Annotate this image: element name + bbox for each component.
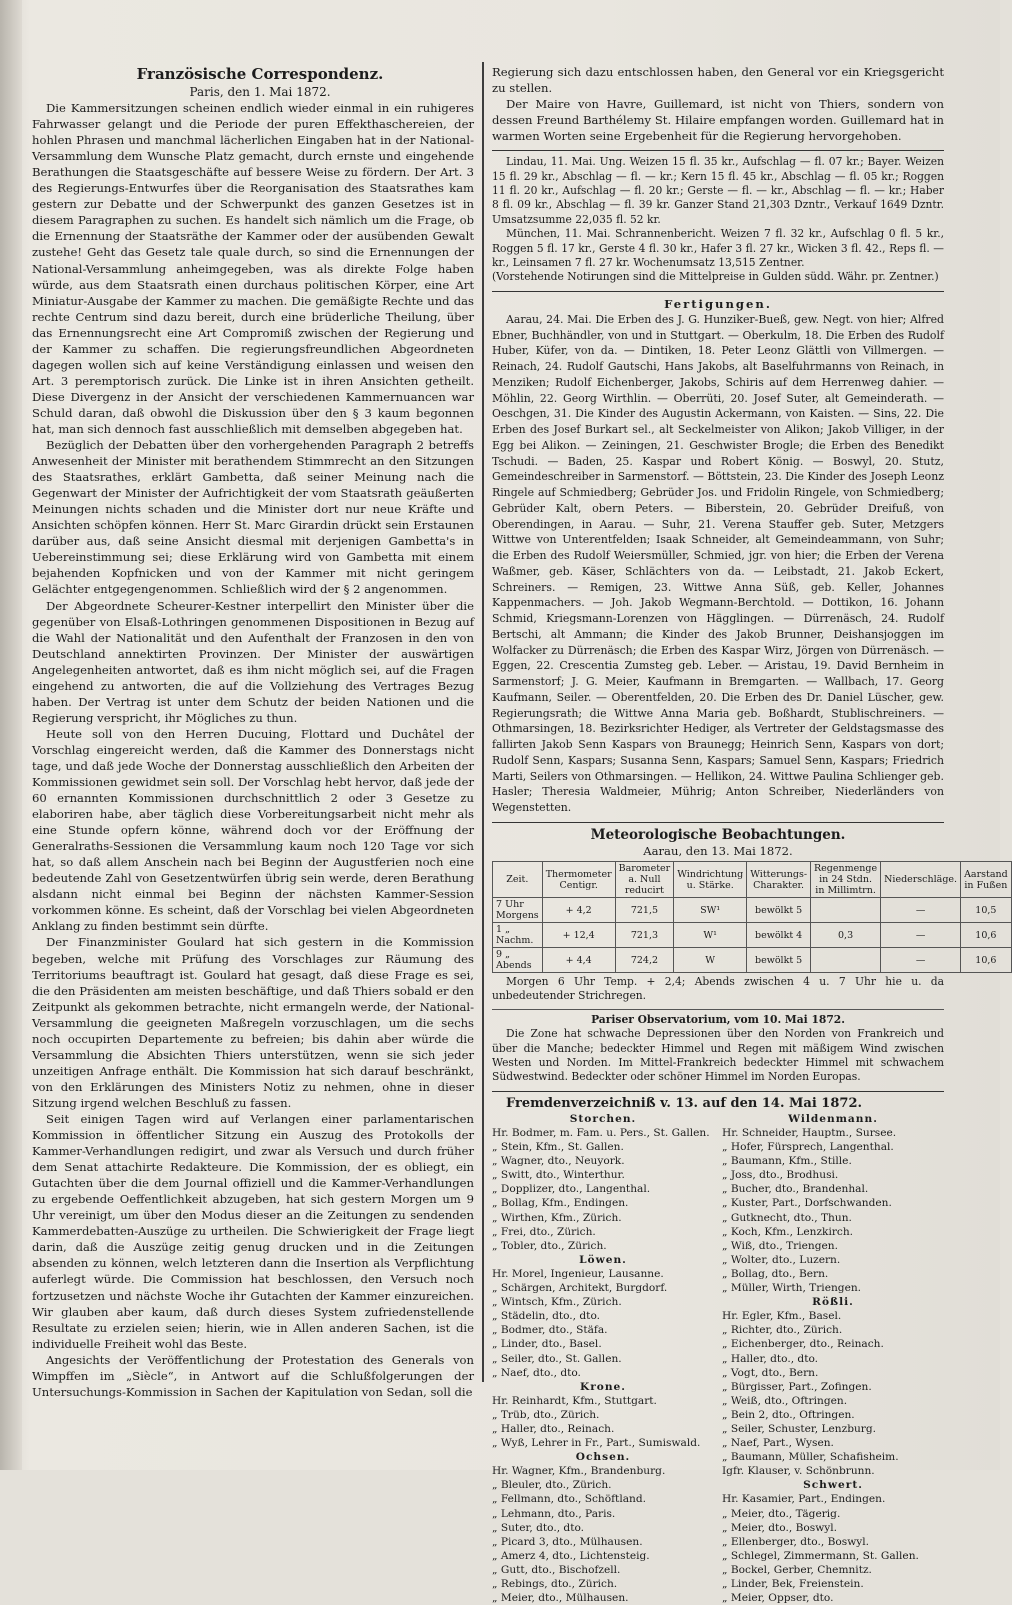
guest-list-right [722,1112,944,1605]
cell-baro: 721,5 [615,898,674,923]
guest-entry: „ Frei, dto., Zürich. [492,1225,596,1238]
section-divider [492,822,944,823]
guest-entry: „ Eichenberger, dto., Reinach. [722,1338,884,1351]
table-row [493,898,1012,923]
fertigungen-title: Fertigungen. [664,296,772,311]
hotel-name: Rößli. [812,1296,854,1309]
cell-weather: bewölkt 5 [747,898,811,923]
guest-entry: „ Linder, dto., Basel. [492,1338,602,1351]
guest-entry: „ Schärgen, Architekt, Burgdorf. [492,1282,668,1295]
left-column [32,64,474,1400]
article-continuation: Regierung sich dazu entschlossen haben, den General vor ein Kriegsgericht zu stellen. [492,65,944,96]
cell-wind: W [674,948,747,973]
guest-entry: „ Haller, dto., dto. [722,1352,819,1365]
cell-thermo: + 12,4 [542,923,615,948]
cell-time: 1 „ Nachm. [493,923,543,948]
weather-table [492,861,1012,973]
cell-thermo: + 4,2 [542,898,615,923]
cell-thermo: + 4,4 [542,948,615,973]
col-header: Thermometer Centigr. [542,862,615,898]
article-paragraph: Bezüglich der Debatten über den vorhergehenden Paragraph 2 betreffs Anwesenheit der Minister mit berathendem Stimmrecht an den Sitzungen des Staatsrathes, erklärt Gambetta, daß seiner Meinung nach die Gegenwart der Minister der Aufrichtigkeit der vom Staatsrath geäußerten Meinungen nichts schaden und die Minister dort nur neue Kräfte und Ansichten schöpfen können. Herr St. Marc Girardin drückt sein Erstaunen darüber aus, daß seine Ansicht diesmal mit derjenigen Gambetta's in Uebereinstimmung sei; diese Erklärung wird von Gambetta mit einem bejahenden Kopfnicken und von der Kammer mit nicht geringem Gelächter entgegengenommen. Schließlich wird der § 2 angenommen. [32,438,474,597]
meteo-date: Aarau, den 13. Mai 1872. [643,843,793,858]
column-divider [482,62,484,1382]
guest-entry: „ Picard 3, dto., Mülhausen. [492,1535,643,1548]
guest-entry: „ Switt, dto., Winterthur. [492,1169,625,1182]
section-divider [492,1009,944,1010]
guest-entry: „ Seiler, dto., St. Gallen. [492,1352,622,1365]
observatory-title: Pariser Observatorium, vom 10. Mai 1872. [591,1012,845,1026]
col-header: Regenmenge in 24 Stdn. in Millimtrn. [811,862,881,898]
cell-baro: 721,3 [615,923,674,948]
cell-aar: 10,6 [961,923,1012,948]
guest-entry: „ Meier, dto., Mülhausen. [492,1592,629,1605]
market-report-lindau: Lindau, 11. Mai. Ung. Weizen 15 fl. 35 kr., Aufschlag — fl. 07 kr.; Bayer. Weizen 15 fl. 29 kr., Abschlag — fl. — kr.; Kern 15 fl. 45 kr., Abschlag — fl. 05 kr.; Roggen 11 fl. 20 kr., Aufschlag — fl. 20 kr.; Gerste — fl. — kr., Abschlag — fl. — kr.; Haber 8 fl. 09 kr., Abschlag — fl. 39 kr. Ganzer Stand 21,303 Dzntr., Verkauf 1649 Dzntr. Umsatzsumme 22,035 fl. 52 kr. [492,155,944,226]
cell-precip: — [881,923,961,948]
article-title: Französische Correspondenz. [136,65,384,83]
guest-entry: „ Linder, Bek, Freienstein. [722,1578,864,1591]
article-paragraph: Heute soll von den Herren Ducuing, Flottard und Duchâtel der Vorschlag eingereicht werden, daß die Kammer des Donnerstags nicht tage, und daß jede Woche der Donnerstag ausschließlich den Arbeiten der Kommissionen gewidmet sein soll. Der Vorschlag hebt hervor, daß jede der 60 ernannten Kommissionen durchschnittlich 2 oder 3 Gesetze zu elaboriren habe, aber täglich diese Vorbereitungsarbeit nicht mehr als eine Stunde opfern könne, während doch vor der Eröffnung der Generalraths-Sessionen die Versammlung kaum noch 120 Tage vor sich hat, so daß allem Anschein nach bei Beginn der Augustferien noch eine bedeutende Zahl von Gesetzentwürfen übrig sein werde, deren Berathung alsdann nicht einmal bei Beginn der nächsten Kammer-Session vorkommen könne. Es scheint, daß der Vorschlag bei vielen Abgeordneten Anklang zu finden bestimmt sein dürfte. [32,726,475,934]
guest-entry: „ Dopplizer, dto., Langenthal. [492,1183,651,1196]
guest-list-title: Fremdenverzeichniß v. 13. auf den 14. Mai 1872. [506,1095,863,1111]
guest-entry: „ Bleuler, dto., Zürich. [492,1479,612,1492]
article-paragraph: Der Finanzminister Goulard hat sich gestern in die Kommission begeben, welche mit Prüfung des Vorschlages zur Räumung des Territoriums beauftragt ist. Goulard hat gesagt, daß diese Frage es sei, die den Präsidenten am meisten beschäftige, und daß Thiers sobald er den Zeitpunkt als gekommen betrachte, nicht ermangeln werde, der National-Versammlung die geeigneten Maßregeln vorzuschlagen, um die sechs noch occupirten Departemente zu befreien; bis dahin aber würde die Versammlung die Absichten Thiers unterstützen, wenn sie sich jeder unzeitigen Anfrage enthält. Die Kommission hat sich darauf beschränkt, von den Erklärungen des Ministers Notiz zu nehmen, ohne in dieser Sitzung irgend welchen Beschluß zu fassen. [32,935,474,1110]
guest-entry: Hr. Wagner, Kfm., Brandenburg. [492,1465,666,1478]
hotel-name: Ochsen. [575,1451,631,1464]
guest-entry: „ Haller, dto., Reinach. [492,1422,615,1435]
meteo-note: Morgen 6 Uhr Temp. + 2,4; Abends zwischen 4 u. 7 Uhr hie u. da unbedeutender Strichregen. [492,975,944,1003]
guest-entry: „ Bein 2, dto., Oftringen. [722,1408,855,1421]
article-paragraph: Der Abgeordnete Scheurer-Kestner interpellirt den Minister über die gegenüber von Elsaß-Lothringen genommenen Dispositionen in Bezug auf die Wahl der Nationalität und den Aufenthalt der Franzosen in den von Deutschland annektirten Provinzen. Der Minister der auswärtigen Angelegenheiten antwortet, daß es ihm nicht möglich sei, auf die Fragen eingehend zu antworten, die auf die Vollziehung des Vertrages Bezug haben. Der Vertrag ist unter dem Schutz der beiden Nationen und die Regierung verspricht, ihr Mögliches zu thun. [32,598,474,725]
cell-time: 9 „ Abends [493,948,543,973]
cell-rain [811,898,881,923]
section-divider [492,1091,944,1092]
guest-entry: „ Städelin, dto., dto. [492,1310,601,1323]
guest-entry: „ Wirthen, Kfm., Zürich. [492,1211,622,1224]
guest-list [492,1112,944,1605]
article-dateline: Paris, den 1. Mai 1872. [189,85,331,99]
guest-entry: Hr. Kasamier, Part., Endingen. [722,1493,886,1506]
section-divider [492,150,944,151]
page-binding-edge [0,0,22,1470]
article-paragraph: Angesichts der Veröffentlichung der Protestation des Generals von Wimpffen im „Siècle“, in Antwort auf die Schlußfolgerungen der Untersuchungs-Kommission in Sachen der Kapitulation von Sedan, soll die [32,1352,474,1399]
weather-table-header [493,862,1012,898]
article-paragraph: Die Kammersitzungen scheinen endlich wieder einmal in ein ruhigeres Fahrwasser gelangt und die Periode der puren Effekthaschereien, der hohlen Phrasen und manchmal lächerlichen Eingaben hat in der National-Versammlung dem Wunsche Platz gemacht, durch ernste und eingehende Berathungen die Staatsgeschäfte auf bessere Weise zu fördern. Der Art. 3 des Regierungs-Entwurfes über die Reorganisation des Staatsrathes kam gestern zur Debatte und der Schwerpunkt des ganzen Gesetzes ist in diesem Paragraphen zu suchen. Es handelt sich nämlich um die Frage, ob die Ernennung der Staatsräthe der Kammer oder der ausübenden Gewalt zustehe! Geht das Gesetz tale quale durch, so sind die Ernennungen der National-Versammlung anheimgegeben, was als direkte Folge haben würde, aus dem Staatsrath einen durchaus politischen Körper, eine Art Miniatur-Ausgabe der Kammer zu machen. Die gemäßigte Rechte und das rechte Centrum sind dazu bereit, durch eine brüderliche Theilung, über das Ernennungsrecht eine Art Compromiß zwischen der Regierung und der Kammer zu schaffen. Die regierungsfreundlichen Abgeordneten dagegen wollen sich auf keine Verständigung einlassen und weisen den Art. 3 peremptorisch zurück. Die Linke ist in ihren Ansichten getheilt. Diese Divergenz in der Ansicht der verschiedenen Kammernuancen war Schuld daran, daß obwohl die Diskussion über den § 3 kaum begonnen hat, man sich dennoch fast ausschließlich mit demselben abgegeben hat. [32,101,474,436]
market-note: (Vorstehende Notirungen sind die Mittelpreise in Gulden südd. Währ. pr. Zentner.) [492,270,939,284]
guest-entry: „ Tobler, dto., Zürich. [492,1239,607,1252]
col-header: Windrichtung u. Stärke. [674,862,747,898]
guest-entry: „ Kuster, Part., Dorfschwanden. [722,1197,892,1210]
guest-entry: „ Schlegel, Zimmermann, St. Gallen. [722,1549,919,1562]
guest-entry: Hr. Bodmer, m. Fam. u. Pers., St. Gallen. [492,1127,710,1140]
fertigungen-text: Aarau, 24. Mai. Die Erben des J. G. Hunziker-Bueß, gew. Negt. von hier; Alfred Ebner, Buchhändler, von und in Stuttgart. — Oberkulm, 18. Die Erben des Rudolf Huber, Küfer, von da. — Dintiken, 18. Peter Leonz Glättli von Villmergen. — Reinach, 24. Rudolf Gautschi, Hans Jakobs, alt Baselfuhrmanns von Reinach, in Menziken; Rudolf Eichenberger, Jakobs, Schiris auf dem Herrenweg dahier. — Möhlin, 22. Georg Wirthlin. — Oberrüti, 20. Josef Suter, alt Gemeinderath. — Oeschgen, 31. Die Kinder des Augustin Ackermann, von Kaisten. — Sins, 22. Die Erben des Josef Burkart sel., alt Seckelmeister von Alikon; Jakob Villiger, in der Egg bei Alikon. — Zeiningen, 21. Geschwister Brogle; die Erben des Benedikt Tschudi. — Baden, 25. Kaspar und Robert König. — Boswyl, 20. Stutz, Gemeindeschreiber in Sarmenstorf. — Böttstein, 23. Die Kinder des Joseph Leonz Ringele auf Schmiedberg; Gebrüder Jos. und Fridolin Ringele, von Schmiedberg; Gebrüder Kalt, obern Peters. — Biberstein, 20. Gebrüder Dreifuß, von Oberendingen, in Aarau. — Suhr, 21. Verena Stauffer geb. Suter, Metzgers Wittwe von Unterentfelden; Isaak Schneider, alt Gemeindeammann, von Suhr; die Erben des Rudolf Weiersmüller, Schmied, jgr. von hier; die Erben der Verena Waßmer, geb. Käser, Schlächters von da. — Leibstadt, 21. Jakob Eckert, Schreiners. — Remigen, 23. Wittwe Anna Süß, geb. Keller, Johannes Kappenmachers. — Joh. Jakob Wegmann-Berchtold. — Dottikon, 16. Johann Schmid, Kriegsmann-Lorenzen von Hägglingen. — Dürrenäsch, 24. Rudolf Bertschi, alt Ammann; die Kinder des Jakob Brunner, Deishansjoggen im Wolfacker zu Dürrenäsch; die Erben des Kaspar Wirz, Jörgen von Dürrenäsch. — Eggen, 22. Crescentia Zumsteg geb. Leber. — Aristau, 19. David Bernheim in Sarmenstorf; J. G. Meier, Kaufmann in Bremgarten. — Wallbach, 17. Georg Kaufmann, Seiler. — Oberentfelden, 20. Die Erben des Dr. Daniel Lüscher, gew. Regierungsrath; die Wittwe Anna Maria geb. Boßhardt, Stublischreiners. — Othmarsingen, 18. Bezirksrichter Hediger, als Vertreter der Geldstagsmasse des fallirten Jakob Senn Kaspars von Braunegg; Heinrich Senn, Kaspars von dort; Rudolf Senn, Kaspars; Susanna Senn, Kaspars; Samuel Senn, Kaspars; Friedrich Marti, Seilers von Othmarsingen. — Hellikon, 24. Wittwe Paulina Schlienger geb. Hasler; Theresia Waldmeier, Mührig; Anton Schreiber, Niederländers von Wegenstetten. [492,312,944,815]
guest-entry: „ Wintsch, Kfm., Zürich. [492,1296,622,1309]
cell-wind: W¹ [674,923,747,948]
cell-rain: 0,3 [811,923,881,948]
guest-entry: Igfr. Klauser, v. Schönbrunn. [722,1465,875,1478]
guest-entry: „ Lehmann, dto., Paris. [492,1507,616,1520]
guest-entry: „ Amerz 4, dto., Lichtensteig. [492,1549,650,1562]
guest-entry: „ Richter, dto., Zürich. [722,1324,843,1337]
cell-precip: — [881,898,961,923]
guest-entry: „ Bockel, Gerber, Chemnitz. [722,1563,872,1576]
guest-entry: „ Vogt, dto., Bern. [722,1366,819,1379]
col-header: Witterungs-Charakter. [747,862,811,898]
hotel-name: Krone. [580,1380,626,1393]
guest-entry: „ Gutknecht, dto., Thun. [722,1211,852,1224]
guest-entry: „ Stein, Kfm., St. Gallen. [492,1141,624,1154]
guest-entry: „ Wolter, dto., Luzern. [722,1253,841,1266]
guest-entry: „ Bodmer, dto., Stäfa. [492,1324,608,1337]
guest-entry: „ Naef, dto., dto. [492,1366,581,1379]
guest-entry: „ Fellmann, dto., Schöftland. [492,1493,646,1506]
guest-entry: „ Ellenberger, dto., Boswyl. [722,1535,869,1548]
guest-entry: „ Bollag, dto., Bern. [722,1267,829,1280]
guest-entry: „ Wagner, dto., Neuyork. [492,1155,625,1168]
guest-entry: Hr. Morel, Ingenieur, Lausanne. [492,1267,664,1280]
guest-entry: „ Wyß, Lehrer in Fr., Part., Sumiswald. [492,1437,701,1450]
col-header: Aarstand in Fußen [961,862,1012,898]
table-row [493,948,1012,973]
guest-entry: „ Weiß, dto., Oftringen. [722,1394,848,1407]
cell-wind: SW¹ [674,898,747,923]
col-header: Barometer a. Null reducirt [615,862,674,898]
guest-entry: „ Wiß, dto., Triengen. [722,1239,838,1252]
guest-entry: „ Joss, dto., Brodhusi. [722,1169,839,1182]
cell-rain [811,948,881,973]
guest-entry: Hr. Reinhardt, Kfm., Stuttgart. [492,1394,657,1407]
hotel-name: Löwen. [579,1253,627,1266]
guest-entry: „ Bürgisser, Part., Zofingen. [722,1380,872,1393]
guest-entry: „ Baumann, Kfm., Stille. [722,1155,852,1168]
guest-entry: „ Seiler, Schuster, Lenzburg. [722,1422,877,1435]
guest-entry: Hr. Schneider, Hauptm., Sursee. [722,1127,897,1140]
guest-entry: „ Gutt, dto., Bischofzell. [492,1563,621,1576]
article-paragraph: Seit einigen Tagen wird auf Verlangen einer parlamentarischen Kommission in öffentlicher Sitzung ein Auszug des Protokolls der Kammer-Verhandlungen redigirt, und zwar als Versuch und durch früher dem Senat attachirte Redakteure. Die Kommission, der es obliegt, ein Gutachten über die dem Journal offiziell und die Kammer-Verhandlungen zu ergebende Oeffentlichkeit abzugeben, hat sich gestern Morgen um 9 Uhr vereinigt, um über den Modus dieser an die Zeitungen zu sendenden Kammerdebatten-Auszüge zu urtheilen. Die Schwierigkeit der Frage liegt darin, daß die Auszüge zeitig genug drucken und in die Zeitungen absenden zu können, welch letzteren dann die Insertion als Verpflichtung auferlegt würde. Die Commission hat beschlossen, den Versuch noch fortzusetzen und nächste Woche ihr Gutachten der Kammer einzureichen. Wir glauben aber kaum, daß durch dieses System zufriedenstellende Resultate zu erzielen seien; hierin, wie in Allen anderen Sachen, ist die individuelle Freiheit wohl das Beste. [32,1112,474,1351]
market-report-muenchen: München, 11. Mai. Schrannenbericht. Weizen 7 fl. 32 kr., Aufschlag 0 fl. 5 kr., Roggen 5 fl. 17 kr., Gerste 4 fl. 30 kr., Hafer 3 fl. 27 kr., Wicken 3 fl. 42., Reps fl. — kr., Leinsamen 7 fl. 27 kr. Wochenumsatz 13,515 Zentner. [492,227,944,270]
guest-entry: „ Meier, dto., Tägerig. [722,1507,841,1520]
cell-baro: 724,2 [615,948,674,973]
cell-aar: 10,6 [961,948,1012,973]
col-header: Zeit. [493,862,543,898]
cell-time: 7 Uhr Morgens [493,898,543,923]
guest-list-left [492,1112,714,1605]
guest-entry: „ Meier, Oppser, dto. [722,1592,834,1605]
cell-weather: bewölkt 5 [747,948,811,973]
guest-entry: „ Bollag, Kfm., Endingen. [492,1197,629,1210]
guest-entry: „ Trüb, dto., Zürich. [492,1408,600,1421]
guest-entry: „ Rebings, dto., Zürich. [492,1578,618,1591]
guest-entry: „ Meier, dto., Boswyl. [722,1521,838,1534]
right-column [492,64,1008,1605]
guest-entry: „ Bucher, dto., Brandenhal. [722,1183,869,1196]
cell-aar: 10,5 [961,898,1012,923]
meteo-title: Meteorologische Beobachtungen. [590,826,846,843]
hotel-name: Schwert. [803,1479,863,1492]
cell-precip: — [881,948,961,973]
guest-entry: „ Baumann, Müller, Schafisheim. [722,1451,899,1464]
hotel-name: Wildenmann. [788,1112,878,1125]
col-header: Niederschläge. [881,862,961,898]
cell-weather: bewölkt 4 [747,923,811,948]
guest-entry: „ Suter, dto., dto. [492,1521,585,1534]
guest-entry: „ Koch, Kfm., Lenzkirch. [722,1225,854,1238]
hotel-name: Storchen. [569,1112,637,1125]
observatory-text: Die Zone hat schwache Depressionen über den Norden von Frankreich und über die Manche; bedeckter Himmel und Regen mit mäßigem Wind zwischen Westen und Norden. Im Mittel-Frankreich bedeckter Himmel mit schwachem Südwestwind. Bedeckter oder schöner Himmel im Norden Europas. [492,1027,944,1084]
table-row [493,923,1012,948]
article-paragraph: Der Maire von Havre, Guillemard, ist nicht von Thiers, sondern von dessen Freund Barthélemy St. Hilaire empfangen worden. Guillemard hat in warmen Worten seine Ergebenheit für die Regierung hervorgehoben. [492,97,944,144]
guest-entry: „ Hofer, Fürsprech, Langenthal. [722,1141,894,1154]
guest-entry: Hr. Egler, Kfm., Basel. [722,1310,842,1323]
guest-entry: „ Müller, Wirth, Triengen. [722,1282,862,1295]
section-divider [492,291,944,292]
guest-entry: „ Naef, Part., Wysen. [722,1437,834,1450]
